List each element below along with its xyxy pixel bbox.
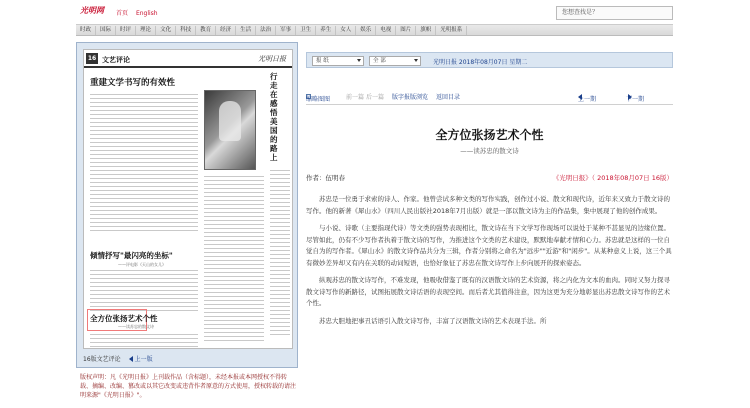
article-source: 《光明日报》（ 2018年08月07日 16版） xyxy=(552,174,673,182)
headline-main[interactable]: 重建文学书写的有效性 xyxy=(90,78,176,88)
nav-item[interactable]: 经济 xyxy=(216,26,236,35)
newspaper-panel xyxy=(76,42,298,368)
nav-item[interactable]: 科技 xyxy=(176,26,196,35)
nav-item[interactable]: 生活 xyxy=(236,26,256,35)
page-header xyxy=(84,50,293,68)
nav-item[interactable]: 电视 xyxy=(376,26,396,35)
text-block xyxy=(204,240,264,344)
scope-select[interactable]: 全 部 xyxy=(369,56,421,66)
back-to-toc-button[interactable]: 返回目录 xyxy=(436,94,461,101)
copyright-notice: 版权声明：凡《光明日报》上刊载作品（含标题），未经本报或本网授权不得转载、摘编、改编、篡改或以其它改变或违背作者原意的方式使用，授权转载的请注明来源"《光明日报》"。 xyxy=(80,374,297,399)
nav-item[interactable]: 图片 xyxy=(396,26,416,35)
chevron-down-icon xyxy=(357,59,361,62)
triangle-left-icon xyxy=(129,356,133,362)
text-block xyxy=(90,270,198,314)
nav-item[interactable]: 卫生 xyxy=(296,26,316,35)
nav-item[interactable]: 理论 xyxy=(136,26,156,35)
headline-2[interactable]: 倾情抒写"最闪亮的坐标" xyxy=(90,251,173,260)
nav-item[interactable]: 娱乐 xyxy=(356,26,376,35)
main-nav xyxy=(76,24,673,36)
article-subtitle: ——读苏忠的散文诗 xyxy=(460,147,519,155)
next-article-button[interactable]: 后一篇 xyxy=(366,94,385,101)
nav-item[interactable]: 养生 xyxy=(316,26,336,35)
text-block xyxy=(270,170,290,338)
nav-item[interactable]: 时政 xyxy=(76,26,96,35)
nav-item[interactable]: 旗帜 xyxy=(416,26,436,35)
nav-item[interactable]: 光明报系 xyxy=(436,26,467,35)
headline-2-sub: ——评电影《天山的女儿》 xyxy=(118,262,166,267)
type-select[interactable]: 报 纸 xyxy=(312,56,364,66)
nav-item[interactable]: 国际 xyxy=(96,26,116,35)
headline-3-sub: ——读苏忠的散文诗 xyxy=(118,324,154,329)
chevron-down-icon xyxy=(414,59,418,62)
nav-item[interactable]: 教育 xyxy=(196,26,216,35)
home-link[interactable]: 首页 xyxy=(116,10,129,17)
article-author: 作者：伍明春 xyxy=(306,174,345,182)
newspaper-page-image[interactable] xyxy=(83,49,293,349)
text-block xyxy=(90,94,198,234)
prev-page-link[interactable]: 上一版 xyxy=(129,356,153,363)
issue-date: 光明日报 2018年08月07日 星期二 xyxy=(433,59,528,66)
triangle-right-icon xyxy=(628,94,632,100)
page-footer xyxy=(83,354,153,363)
page-label: 16版文艺评论 xyxy=(83,356,121,363)
article-paragraph: 苏忠是一位勇于求索的诗人、作家。他曾尝试多种文类的写作实践，创作过小说、散文和现代诗，近年来又致力于散文诗的写作。他的新著《犀山水》（四川人民出版社2018年7月出版）就是一部以散文诗为主的作品集，集中展现了他的创作成果。 xyxy=(306,195,670,215)
article-paragraph: 与小说、诗歌（主要指现代诗）等文类的强势表现相比，散文诗在当下文学写作现场可以说处于某种不甚显见的边缘位置。尽管如此，仍有不少写作者执着于散文诗的写作，为推进这个文类的艺术建设，默默地奉献才情和心力。苏忠就是这样的一位自觉自为的写作者。《犀山水》的散文诗作品共分为三辑，作者分别将之命名为"远步""近游"和"闲步"。从某种意义上说，这三个具有微妙差异却又有内在关联的动词短语，也恰好象征了苏忠在散文诗写作上步向展开的探索姿态。 xyxy=(306,224,672,267)
nav-item[interactable]: 文化 xyxy=(156,26,176,35)
site-logo[interactable] xyxy=(80,5,114,17)
nav-item[interactable]: 女人 xyxy=(336,26,356,35)
divider xyxy=(306,104,673,105)
search-toolbar xyxy=(306,52,673,68)
prev-article-button[interactable]: 前一篇 xyxy=(346,94,365,101)
search-input[interactable]: 您想查找是？ xyxy=(556,6,673,20)
article-toolbar: 缩略图图 前一篇 后一篇 版字报版浏览 返回目录 上一期 下一期 xyxy=(306,94,645,103)
article-body xyxy=(306,194,673,333)
article-paragraph: 纵观苏忠的散文诗写作，不难发现，他吸收借鉴了既有的汉语散文诗的艺术资源，将之内化为文本的血肉。同时又努力探寻散文诗写作的新路径，试图拓展散文诗话语的表现空间。而后者尤其值得注意，因为这更为充分地彰显出苏忠散文诗写作的艺术个性。 xyxy=(306,276,670,307)
nav-item[interactable]: 军事 xyxy=(276,26,296,35)
top-header xyxy=(0,0,750,24)
portrait-photo xyxy=(204,90,256,170)
version-view-button[interactable]: 版字报版浏览 xyxy=(392,94,429,101)
article-paragraph: 苏忠大胆地把事丑话语引入散文诗写作，丰富了汉语散文诗的艺术表现手法。所 xyxy=(319,316,547,325)
top-links xyxy=(116,8,164,17)
text-block xyxy=(90,334,198,349)
headline-3[interactable]: 全方位张扬艺术个性 xyxy=(90,314,158,323)
article-title: 全方位张扬艺术个性 xyxy=(435,128,544,142)
masthead: 光明日报 xyxy=(258,55,286,63)
section-title: 文艺评论 xyxy=(102,55,130,64)
vertical-headline[interactable]: 行走在感悟美国的路上 xyxy=(270,72,278,162)
nav-item[interactable]: 法治 xyxy=(256,26,276,35)
english-link[interactable]: English xyxy=(135,10,158,17)
page-number: 16 xyxy=(87,55,97,62)
nav-item[interactable]: 时评 xyxy=(116,26,136,35)
article-panel xyxy=(306,42,673,408)
logo-text: 光明网 xyxy=(80,5,104,15)
